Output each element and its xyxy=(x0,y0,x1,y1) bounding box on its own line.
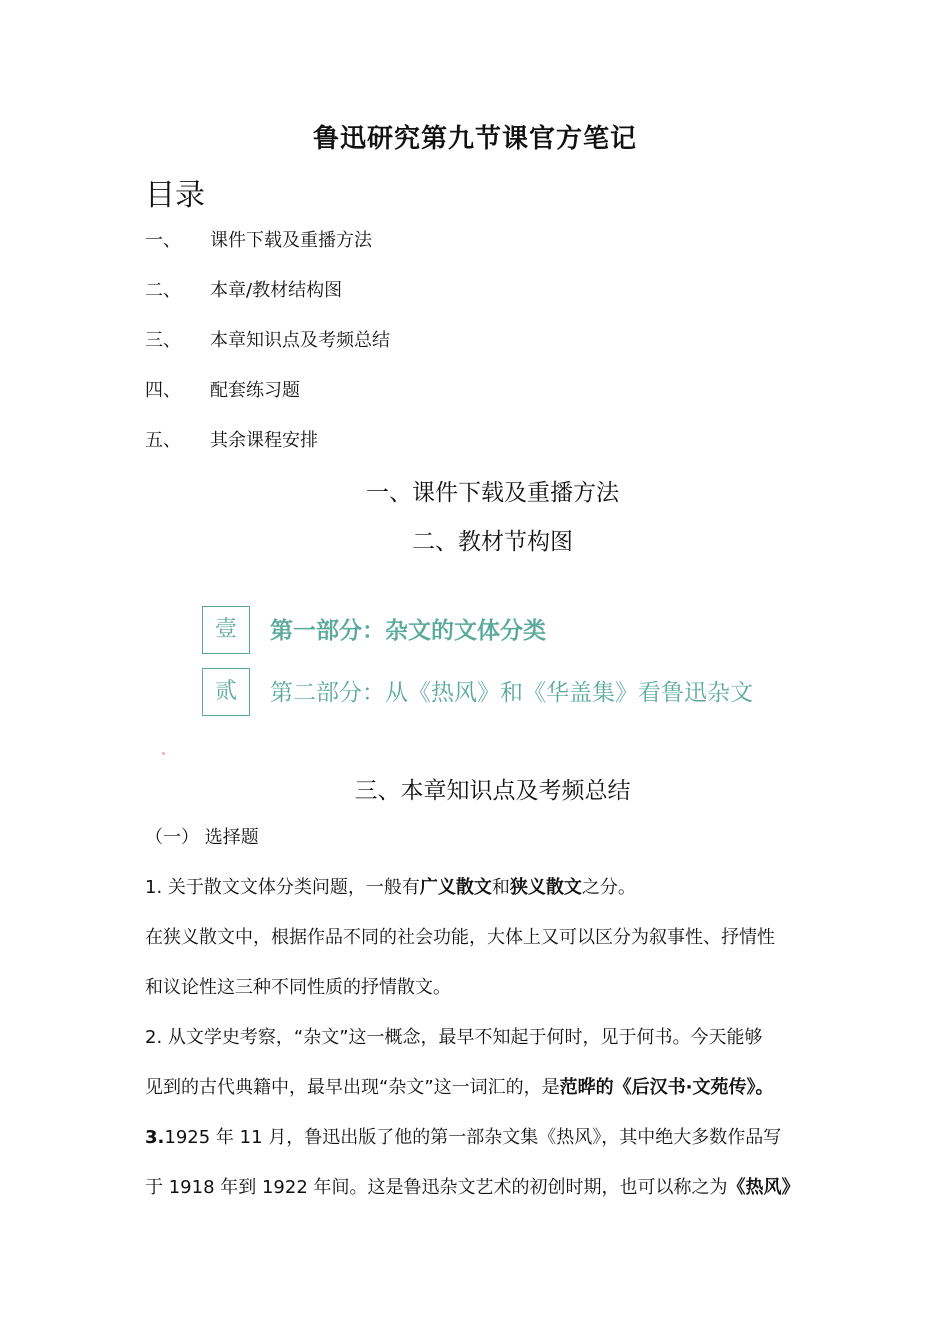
toc-item[interactable] xyxy=(145,378,300,404)
outline-badge: 贰 xyxy=(202,668,250,716)
toc-item[interactable] xyxy=(145,228,372,254)
outline-badge: 壹 xyxy=(202,606,250,654)
item-number: 3. xyxy=(145,1127,165,1148)
decorative-speck xyxy=(162,752,165,755)
bold-term: 广义散文 xyxy=(419,877,492,898)
toc-number: 四、 xyxy=(145,380,181,401)
document-title: 鲁迅研究第九节课官方笔记 xyxy=(312,124,637,154)
text: 1. 关于散文文体分类问题，一般有 xyxy=(145,877,420,898)
toc-item[interactable] xyxy=(145,328,390,354)
text: 于 1918 年到 1922 年间。这是鲁迅杂文艺术的初创时期，也可以称之为 xyxy=(145,1177,728,1198)
paragraph-1 xyxy=(145,875,636,901)
toc-label: 本章知识点及考频总结 xyxy=(210,330,390,351)
toc-label: 其余课程安排 xyxy=(210,430,318,451)
toc-label: 课件下载及重播方法 xyxy=(210,230,372,251)
text: 之分。 xyxy=(581,877,636,898)
paragraph-2-line-1: 在狭义散文中，根据作品不同的社会功能，大体上又可以区分为叙事性、抒情性 xyxy=(145,927,775,948)
toc-number: 一、 xyxy=(145,230,181,251)
toc-number: 五、 xyxy=(145,430,181,451)
toc-label: 配套练习题 xyxy=(210,380,300,401)
outline-label: 第一部分：杂文的文体分类 xyxy=(270,617,546,644)
toc-number: 三、 xyxy=(145,330,181,351)
toc-label: 本章/教材结构图 xyxy=(210,280,343,301)
section-heading-3: 三、本章知识点及考频总结 xyxy=(354,778,631,804)
toc-heading: 目录 xyxy=(145,178,205,213)
paragraph-3-line-1: 2. 从文学史考察，“杂文”这一概念，最早不知起于何时，见于何书。今天能够 xyxy=(145,1027,763,1048)
toc-item[interactable] xyxy=(145,278,342,304)
text: 见到的古代典籍中，最早出现“杂文”这一词汇的，是 xyxy=(145,1077,560,1098)
toc-number: 二、 xyxy=(145,280,181,301)
paragraph-4-line-1 xyxy=(145,1125,781,1151)
subsection-label: （一） 选择题 xyxy=(145,827,259,848)
toc-item[interactable] xyxy=(145,428,318,454)
text: 和 xyxy=(491,877,510,898)
paragraph-4-line-2 xyxy=(145,1175,800,1201)
bold-term: 《热风》 xyxy=(727,1177,800,1198)
section-heading-1: 一、课件下载及重播方法 xyxy=(366,480,619,506)
paragraph-3-line-2 xyxy=(145,1075,774,1101)
text: 1925 年 11 月，鲁迅出版了他的第一部杂文集《热风》，其中绝大多数作品写 xyxy=(164,1127,782,1148)
bold-term: 狭义散文 xyxy=(509,877,582,898)
outline-label: 第二部分：从《热风》和《华盖集》看鲁迅杂文 xyxy=(270,680,753,706)
bold-term: 范晔的《后汉书·文苑传》。 xyxy=(559,1077,774,1098)
paragraph-2-line-2: 和议论性这三种不同性质的抒情散文。 xyxy=(145,977,451,998)
section-heading-2: 二、教材节构图 xyxy=(412,529,573,555)
